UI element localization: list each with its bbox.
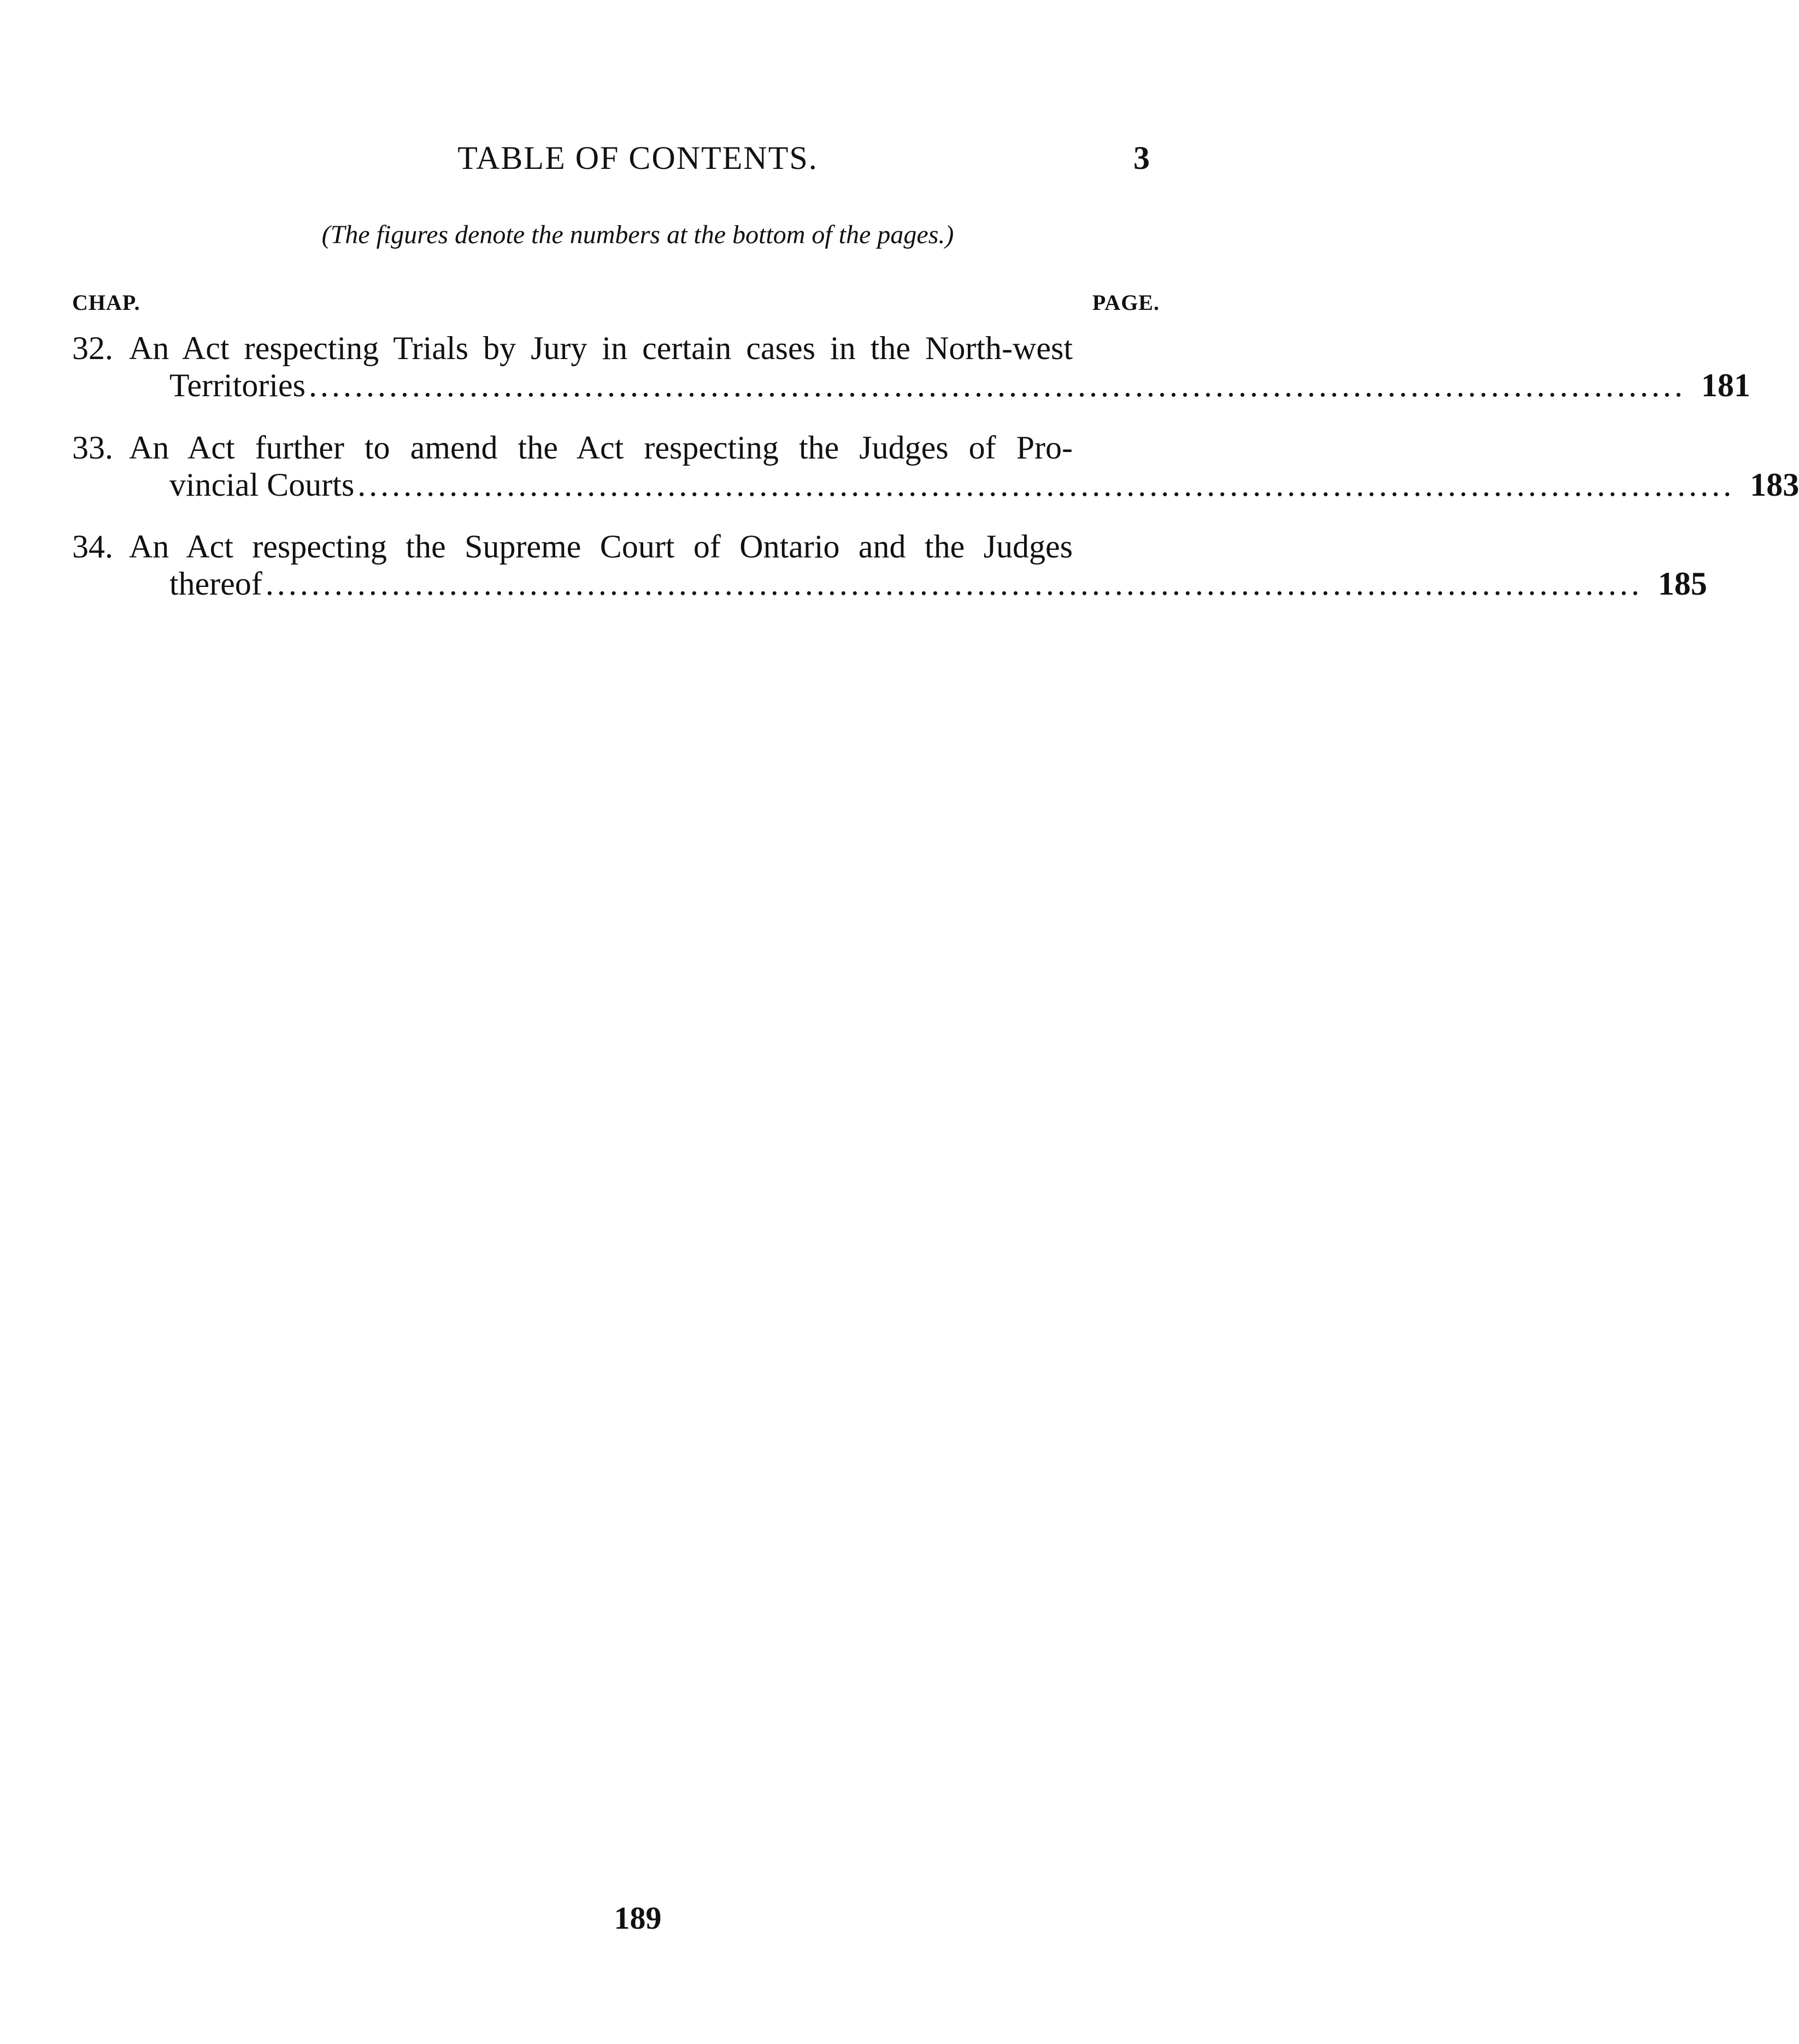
entry-title-line2: Territories bbox=[169, 367, 306, 403]
header-page-number: 3 bbox=[1133, 140, 1150, 176]
toc-entry bbox=[72, 330, 1751, 404]
entry-page-number: 185 bbox=[1657, 566, 1707, 602]
entry-page-number: 181 bbox=[1701, 367, 1751, 403]
entry-page-number: 183 bbox=[1750, 467, 1799, 503]
column-heading-page: PAGE. bbox=[1092, 290, 1160, 315]
footer-page-number: 189 bbox=[614, 1900, 662, 1936]
page-title: TABLE OF CONTENTS. bbox=[457, 140, 818, 176]
contents-note: (The figures denote the numbers at the bottom of the pages.) bbox=[321, 220, 954, 249]
dot-leader: ........................................................................................................................ bbox=[309, 367, 1686, 403]
toc-entry bbox=[72, 429, 1799, 503]
chapter-number: 34. bbox=[72, 528, 113, 565]
entry-title-line2: vincial Courts bbox=[169, 467, 355, 503]
entry-title-line1: An Act respecting Trials by Jury in certain cases in the North-west bbox=[129, 330, 1073, 366]
dot-leader: ........................................................................................................................ bbox=[265, 566, 1643, 602]
column-heading-chap: CHAP. bbox=[72, 290, 140, 315]
entry-title-line1: An Act further to amend the Act respecting the Judges of Pro- bbox=[129, 430, 1073, 466]
entry-title-line2: thereof bbox=[169, 566, 262, 602]
chapter-number: 33. bbox=[72, 430, 113, 466]
entry-title-line1: An Act respecting the Supreme Court of Ontario and the Judges bbox=[129, 528, 1073, 565]
toc-entry bbox=[72, 528, 1707, 602]
dot-leader: ........................................................................................................................ bbox=[357, 467, 1735, 503]
chapter-number: 32. bbox=[72, 330, 113, 366]
